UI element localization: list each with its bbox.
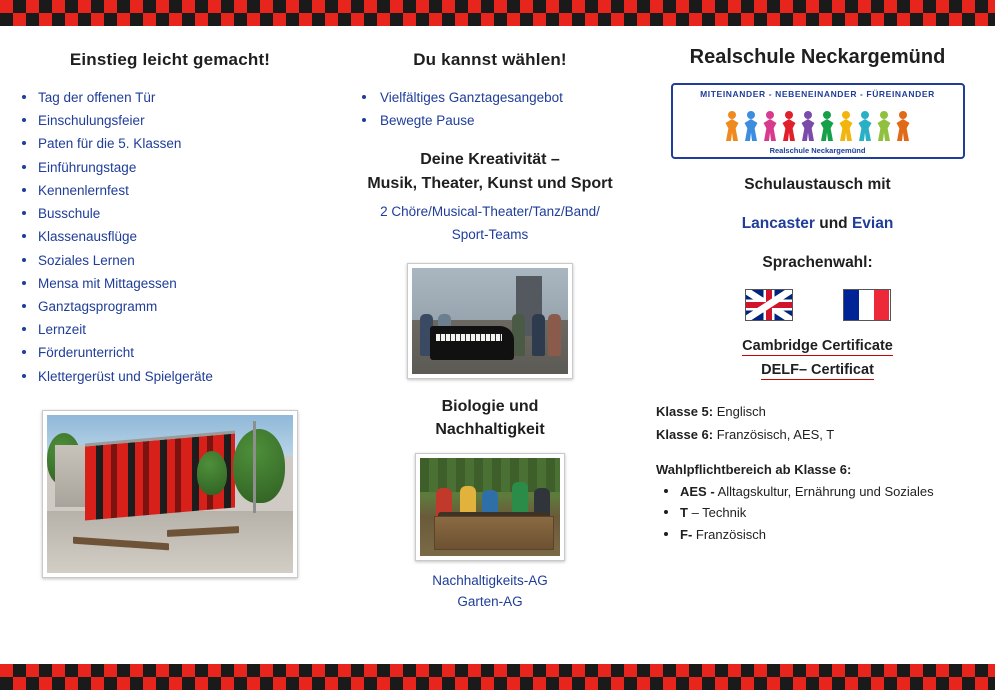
photo-person bbox=[532, 314, 545, 356]
exchange-city-evian: Evian bbox=[851, 214, 894, 232]
elective-abbr: F- bbox=[680, 526, 693, 542]
class-value: Englisch bbox=[713, 404, 766, 420]
school-garden-photo-image bbox=[420, 458, 560, 556]
class-row bbox=[656, 401, 979, 423]
languages-heading: Sprachenwahl: bbox=[762, 253, 873, 271]
middle-bullet-list bbox=[356, 86, 624, 132]
exchange-heading: Schulaustausch mit bbox=[744, 176, 891, 193]
photo-tree bbox=[197, 451, 227, 495]
exchange-cities-conjunction: und bbox=[814, 214, 852, 232]
class-label: Klasse 5: bbox=[656, 404, 714, 420]
elective-text: Alltagskultur, Ernährung und Soziales bbox=[714, 483, 934, 499]
middle-headline: Du kannst wählen! bbox=[413, 50, 567, 69]
logo-figure bbox=[800, 111, 817, 141]
creativity-subtext bbox=[356, 201, 624, 247]
elective-heading: Wahlpflichtbereich ab Klasse 6: bbox=[656, 461, 852, 477]
list-item: Mensa mit Mittagessen bbox=[16, 272, 324, 295]
photo-person bbox=[548, 314, 561, 356]
photo-raised-bed bbox=[434, 516, 554, 550]
class-row bbox=[656, 424, 979, 446]
list-item: Tag der offenen Tür bbox=[16, 86, 324, 109]
logo-figure bbox=[762, 111, 779, 141]
elective-abbr: AES - bbox=[680, 483, 715, 499]
language-flags bbox=[656, 289, 979, 321]
elective-abbr: T bbox=[680, 505, 688, 521]
logo-figure bbox=[724, 111, 741, 141]
photo-hedge bbox=[420, 458, 560, 492]
list-item: Bewegte Pause bbox=[356, 109, 624, 132]
biology-heading-line1: Biologie und bbox=[441, 397, 539, 415]
certificate-cambridge bbox=[656, 335, 979, 359]
school-garden-photo bbox=[415, 453, 565, 561]
class-label: Klasse 6: bbox=[656, 426, 714, 442]
logo-figure bbox=[857, 111, 874, 141]
photo-child bbox=[512, 482, 528, 516]
elective-list bbox=[656, 481, 979, 545]
photo-piano bbox=[430, 326, 514, 360]
logo-figure bbox=[819, 111, 836, 141]
list-item: Förderunterricht bbox=[16, 341, 324, 364]
garden-caption bbox=[356, 571, 624, 613]
list-item: Klettergerüst und Spielgeräte bbox=[16, 365, 324, 388]
left-bullet-list bbox=[16, 86, 324, 388]
page-title: Realschule Neckargemünd bbox=[689, 46, 946, 68]
list-item: Soziales Lernen bbox=[16, 249, 324, 272]
logo-figure bbox=[781, 111, 798, 141]
creativity-subtext-line1: 2 Chöre/Musical-Theater/Tanz/Band/ bbox=[380, 203, 600, 219]
column-middle bbox=[340, 32, 640, 658]
logo-figure bbox=[895, 111, 912, 141]
logo-figures bbox=[673, 103, 963, 141]
logo-school-name: Realschule Neckargemünd bbox=[769, 146, 866, 155]
list-item: Busschule bbox=[16, 202, 324, 225]
certificate-delf bbox=[656, 359, 979, 383]
music-room-photo bbox=[407, 263, 573, 379]
list-item bbox=[656, 524, 979, 545]
creativity-heading-line2: Musik, Theater, Kunst und Sport bbox=[367, 174, 613, 192]
decorative-top-border bbox=[0, 0, 995, 26]
biology-heading-line2: Nachhaltigkeit bbox=[435, 420, 545, 438]
list-item bbox=[656, 481, 979, 502]
decorative-bottom-border bbox=[0, 664, 995, 690]
certificate-cambridge-label: Cambridge Certificate bbox=[742, 338, 893, 355]
school-building-photo bbox=[42, 410, 298, 578]
column-left bbox=[0, 32, 340, 658]
creativity-heading bbox=[356, 148, 624, 194]
photo-wall bbox=[412, 268, 568, 320]
elective-text: – Technik bbox=[687, 505, 747, 521]
list-item: Vielfältiges Ganztagesangebot bbox=[356, 86, 624, 109]
flag-france-icon bbox=[843, 289, 891, 321]
logo-figure bbox=[876, 111, 893, 141]
school-logo bbox=[671, 83, 965, 159]
photo-tree bbox=[233, 429, 285, 503]
list-item: Einschulungsfeier bbox=[16, 109, 324, 132]
photo-building-side bbox=[55, 445, 87, 507]
list-item: Einführungstage bbox=[16, 156, 324, 179]
flag-uk-icon bbox=[745, 289, 793, 321]
creativity-heading-line1: Deine Kreativität – bbox=[420, 151, 560, 169]
garden-caption-line2: Garten-AG bbox=[457, 593, 523, 609]
photo-pole bbox=[253, 421, 256, 513]
class-language-list bbox=[656, 401, 979, 446]
left-headline: Einstieg leicht gemacht! bbox=[69, 50, 271, 69]
exchange-city-lancaster: Lancaster bbox=[741, 214, 815, 232]
bottom-spacer bbox=[0, 658, 995, 664]
list-item: Lernzeit bbox=[16, 318, 324, 341]
column-right bbox=[640, 32, 995, 658]
creativity-subtext-line2: Sport-Teams bbox=[451, 226, 529, 242]
class-value: Französisch, AES, T bbox=[713, 426, 835, 442]
list-item: Klassenausflüge bbox=[16, 225, 324, 248]
flyer-page bbox=[0, 32, 995, 658]
list-item bbox=[656, 502, 979, 523]
garden-caption-line1: Nachhaltigkeits-AG bbox=[432, 573, 548, 589]
elective-text: Französisch bbox=[692, 526, 766, 542]
music-room-photo-image bbox=[412, 268, 568, 374]
biology-heading bbox=[356, 395, 624, 441]
logo-figure bbox=[743, 111, 760, 141]
logo-figure bbox=[838, 111, 855, 141]
list-item: Kennenlernfest bbox=[16, 179, 324, 202]
list-item: Ganztagsprogramm bbox=[16, 295, 324, 318]
certificate-delf-label: DELF– Certificat bbox=[761, 362, 874, 379]
exchange-cities bbox=[656, 212, 979, 237]
school-building-photo-image bbox=[47, 415, 293, 573]
list-item: Paten für die 5. Klassen bbox=[16, 132, 324, 155]
logo-motto: MITEINANDER - NEBENEINANDER - FÜREINANDER bbox=[700, 89, 935, 99]
